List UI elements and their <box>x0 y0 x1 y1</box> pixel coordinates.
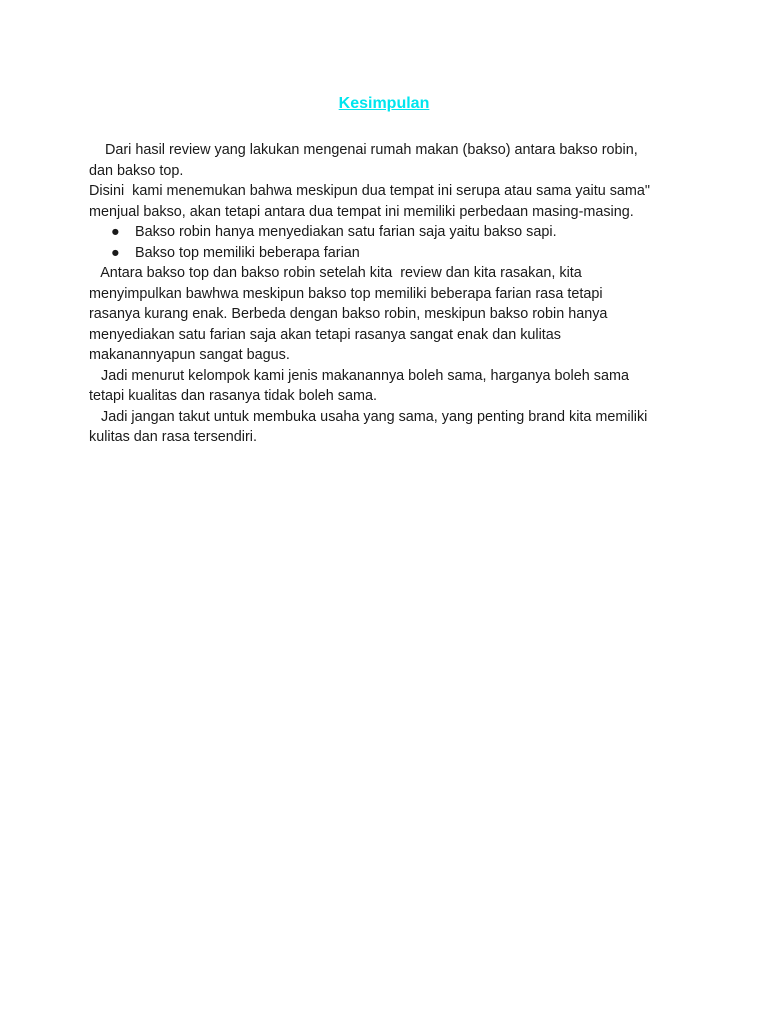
bullet-icon: ● <box>111 244 120 261</box>
text-line: Antara bakso top dan bakso robin setelah kita review dan kita rasakan, kita <box>89 265 582 281</box>
list-item <box>89 222 689 243</box>
list-item-text: Bakso top memiliki beberapa farian <box>135 244 360 261</box>
text-line: dan bakso top. <box>89 162 184 179</box>
text-line: Dari hasil review yang lakukan mengenai rumah makan (bakso) antara bakso robin, <box>89 142 638 158</box>
text-line: menyimpulkan bawhwa meskipun bakso top memiliki beberapa farian rasa tetapi <box>89 285 603 302</box>
document-body <box>89 140 689 448</box>
bullet-list <box>89 222 689 263</box>
text-line: kulitas dan rasa tersendiri. <box>89 429 257 445</box>
list-item-text: Bakso robin hanya menyediakan satu farian saja yaitu bakso sapi. <box>135 224 557 240</box>
text-line: menjual bakso, akan tetapi antara dua tempat ini memiliki perbedaan masing-masing. <box>89 203 634 220</box>
text-line: makanannyapun sangat bagus. <box>89 347 290 363</box>
list-item <box>89 243 689 264</box>
text-line: menyediakan satu farian saja akan tetapi rasanya sangat enak dan kulitas <box>89 326 561 343</box>
bullet-icon: ● <box>111 224 120 240</box>
intro-paragraph <box>89 140 689 222</box>
conclusion-paragraphs <box>89 263 689 448</box>
text-line: rasanya kurang enak. Berbeda dengan bakso robin, meskipun bakso robin hanya <box>89 306 608 322</box>
text-line: Jadi menurut kelompok kami jenis makanannya boleh sama, harganya boleh sama <box>89 367 629 384</box>
text-line: Disini kami menemukan bahwa meskipun dua tempat ini serupa atau sama yaitu sama" <box>89 183 651 199</box>
page-title: Kesimpulan <box>338 95 430 112</box>
text-line: Jadi jangan takut untuk membuka usaha yang sama, yang penting brand kita memiliki <box>89 408 648 425</box>
text-line: tetapi kualitas dan rasanya tidak boleh sama. <box>89 388 377 404</box>
